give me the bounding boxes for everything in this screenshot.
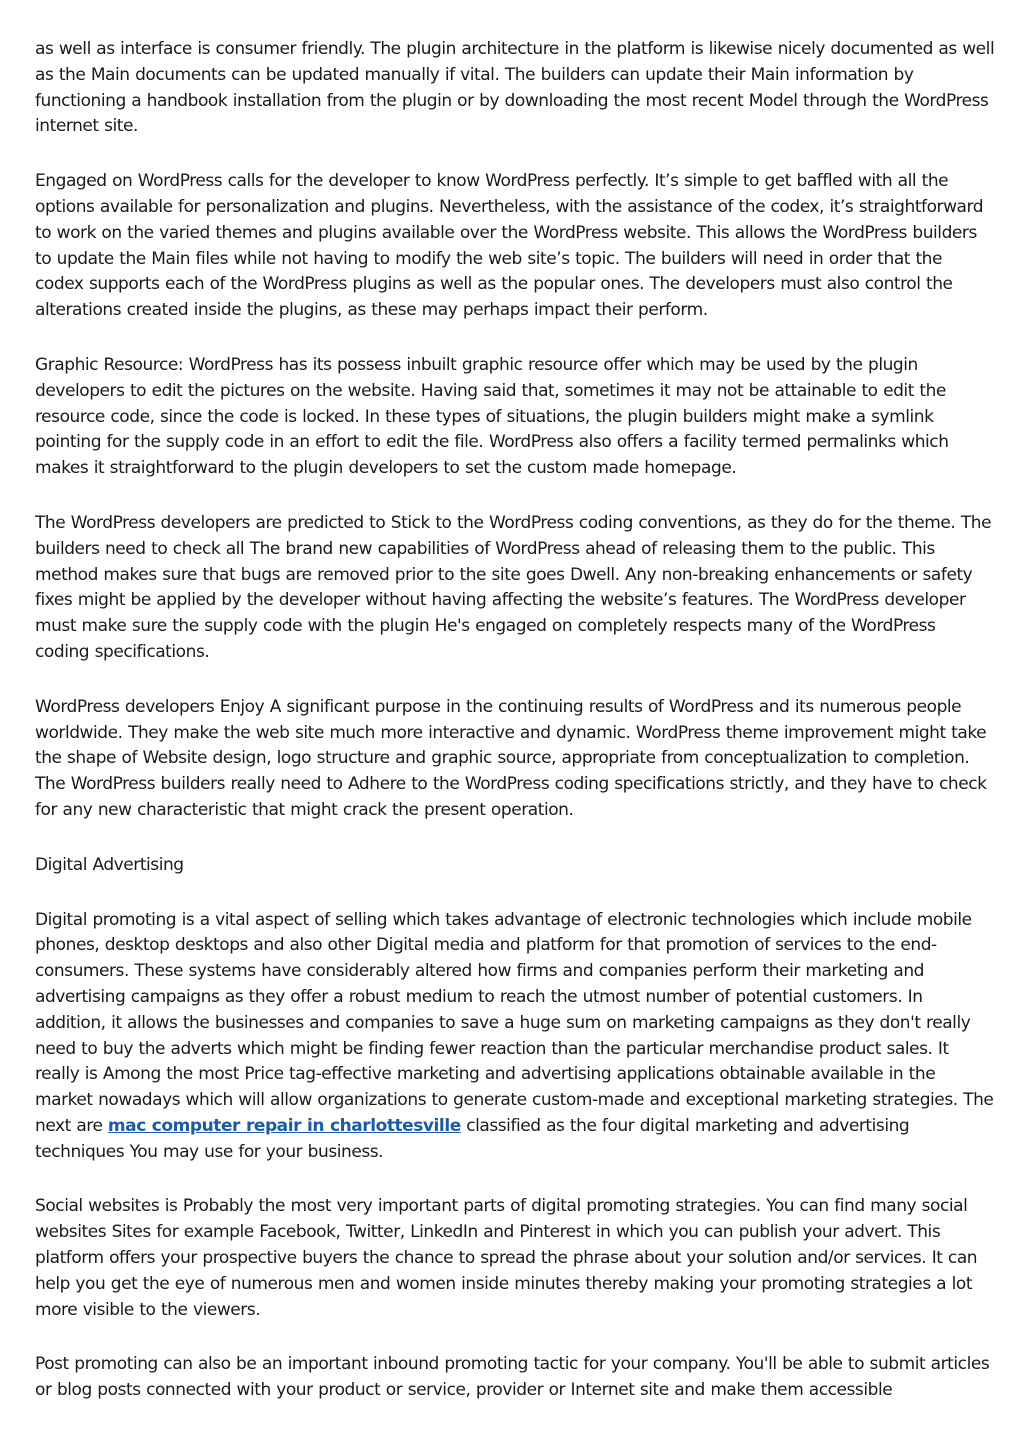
section-heading: Digital Advertising [35,854,184,875]
paragraph-working-on-wordpress: Engaged on WordPress calls for the developer to know WordPress perfectly. It’s simple to get baffled with all the options available for personalization and plugins. Nevertheless, with the assistance of the codex, it’s straightforward to work on the varied themes and plugins available over the WordPress website. This allows the WordPress builders to update the Main files while not having to modify the web site’s topic. The builders will need in order that the codex supports each of the WordPress plugins as well as the popular ones. The developers must also control the alterations created inside the plugins, as these may perhaps impact their perform. [35,171,984,321]
paragraph-post-promoting: Post promoting can also be an important inbound promoting tactic for your company. You'll be able to submit articles or blog posts connected with your product or service, provider or Internet site and make them accessible [35,1354,990,1401]
paragraph-graphic-resource: Graphic Resource: WordPress has its possess inbuilt graphic resource offer which may be used by the plugin developers to edit the pictures on the website. Having said that, sometimes it may not be attainable to edit the resource code, since the code is locked. In these types of situations, the plugin builders might make a symlink pointing for the supply code in an effort to edit the file. WordPress also offers a facility termed permalinks which makes it straightforward to the plugin developers to set the custom made homepage. [35,354,949,479]
digital-text-after-link: classified as the four digital marketing and advertising techniques You may use for your business. [35,1115,910,1162]
paragraph-plugin-architecture: as well as interface is consumer friendly. The plugin architecture in the platform is likewise nicely documented as well as the Main documents can be updated manually if vital. The builders can update their Main information by functioning a handbook installation from the plugin or by downloading the most recent Model through the WordPress internet site. [35,39,995,137]
document-body [35,37,995,1433]
mac-repair-link[interactable]: mac computer repair in charlottesville [107,1115,461,1136]
paragraph-developers-role: WordPress developers Enjoy A significant purpose in the continuing results of WordPress and its numerous people worldwide. They make the web site much more interactive and dynamic. WordPress theme improvement might take the shape of Website design, logo structure and graphic source, appropriate from conceptualization to completion. The WordPress builders really need to Adhere to the WordPress coding specifications strictly, and they have to check for any new characteristic that might crack the present operation. [35,696,987,820]
digital-text-before-link: Digital promoting is a vital aspect of selling which takes advantage of electronic technologies which include mobile phones, desktop desktops and also other Digital media and platform for that promotion of services to the end-consumers. These systems have considerably altered how firms and companies perform their marketing and advertising campaigns as they offer a robust medium to reach the utmost number of potential customers. In addition, it allows the businesses and companies to save a huge sum on marketing campaigns as they don't really need to buy the adverts which might be finding fewer reaction than the particular merchandise product sales. It really is Among the most Price tag-effective marketing and advertising applications obtainable available in the market nowadays which will allow organizations to generate custom-made and exceptional marketing strategies. The next are [35,909,994,1136]
paragraph-digital-promoting [35,908,995,1166]
paragraph-social-websites: Social websites is Probably the most very important parts of digital promoting strategies. You can find many social websites Sites for example Facebook, Twitter, LinkedIn and Pinterest in which you can publish your advert. This platform offers your prospective buyers the chance to spread the phrase about your solution and/or services. It can help you get the eye of numerous men and women inside minutes thereby making your promoting strategies a lot more visible to the viewers. [35,1196,978,1320]
paragraph-coding-conventions: The WordPress developers are predicted to Stick to the WordPress coding conventions, as they do for the theme. The builders need to check all The brand new capabilities of WordPress ahead of releasing them to the public. This method makes sure that bugs are removed prior to the site goes Dwell. Any non-breaking enhancements or safety fixes might be applied by the developer without having affecting the website’s features. The WordPress developer must make sure the supply code with the plugin He's engaged on completely respects many of the WordPress coding specifications. [35,512,992,662]
